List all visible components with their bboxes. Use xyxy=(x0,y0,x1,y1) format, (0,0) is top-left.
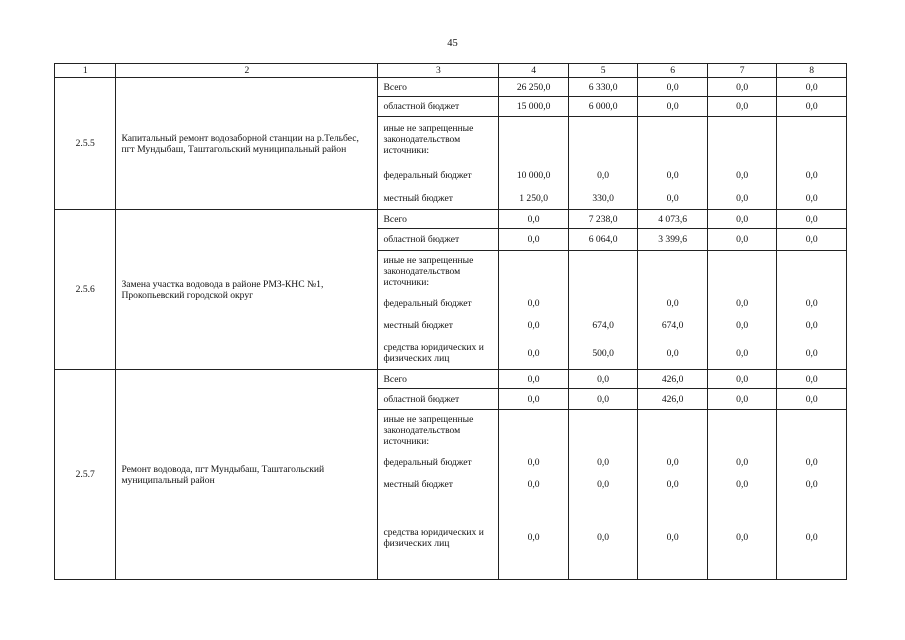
value-cell: 0,0 xyxy=(568,370,638,389)
value-cell xyxy=(707,251,777,293)
funding-source: Всего xyxy=(378,370,499,389)
value-cell xyxy=(568,410,638,452)
value-cell xyxy=(568,293,638,314)
value-cell: 0,0 xyxy=(499,497,569,580)
section-name: Ремонт водовода, пгт Мундыбаш, Таштагольский муниципальный район xyxy=(116,370,378,580)
funding-source: средства юридических и физических лиц xyxy=(378,338,499,370)
value-cell: 1 250,0 xyxy=(499,189,569,210)
value-cell: 0,0 xyxy=(568,452,638,473)
value-cell: 26 250,0 xyxy=(499,78,569,97)
value-cell: 0,0 xyxy=(638,97,708,117)
value-cell: 0,0 xyxy=(777,78,847,97)
value-cell: 0,0 xyxy=(777,210,847,229)
column-header: 5 xyxy=(568,64,638,78)
value-cell: 0,0 xyxy=(707,189,777,210)
value-cell xyxy=(638,251,708,293)
value-cell: 0,0 xyxy=(638,78,708,97)
value-cell: 0,0 xyxy=(638,338,708,370)
value-cell: 3 399,6 xyxy=(638,229,708,251)
value-cell: 0,0 xyxy=(638,473,708,497)
value-cell: 0,0 xyxy=(777,314,847,338)
value-cell xyxy=(638,410,708,452)
value-cell: 6 000,0 xyxy=(568,97,638,117)
value-cell: 0,0 xyxy=(568,473,638,497)
value-cell: 0,0 xyxy=(499,473,569,497)
value-cell: 0,0 xyxy=(777,389,847,410)
value-cell: 500,0 xyxy=(568,338,638,370)
table-row xyxy=(55,370,847,389)
value-cell: 0,0 xyxy=(777,338,847,370)
funding-source: местный бюджет xyxy=(378,473,499,497)
funding-source: иные не запрещенные законодательством источники: xyxy=(378,117,499,163)
value-cell: 0,0 xyxy=(707,78,777,97)
value-cell: 0,0 xyxy=(499,389,569,410)
value-cell: 0,0 xyxy=(707,370,777,389)
value-cell: 0,0 xyxy=(777,497,847,580)
value-cell: 7 238,0 xyxy=(568,210,638,229)
section-code: 2.5.5 xyxy=(55,78,116,210)
table-row xyxy=(55,78,847,97)
value-cell: 0,0 xyxy=(707,473,777,497)
value-cell xyxy=(568,117,638,163)
funding-source: местный бюджет xyxy=(378,189,499,210)
section-code: 2.5.6 xyxy=(55,210,116,370)
value-cell: 6 064,0 xyxy=(568,229,638,251)
section-name: Капитальный ремонт водозаборной станции на р.Тельбес, пгт Мундыбаш, Таштагольский муниципальный район xyxy=(116,78,378,210)
funding-source: областной бюджет xyxy=(378,229,499,251)
funding-source: областной бюджет xyxy=(378,389,499,410)
value-cell: 0,0 xyxy=(568,389,638,410)
funding-source: федеральный бюджет xyxy=(378,452,499,473)
funding-source: иные не запрещенные законодательством источники: xyxy=(378,410,499,452)
value-cell: 0,0 xyxy=(638,163,708,189)
value-cell xyxy=(777,410,847,452)
value-cell: 426,0 xyxy=(638,370,708,389)
value-cell: 0,0 xyxy=(777,97,847,117)
value-cell: 0,0 xyxy=(499,229,569,251)
value-cell: 0,0 xyxy=(707,97,777,117)
funding-source: иные не запрещенные законодательством источники: xyxy=(378,251,499,293)
value-cell: 0,0 xyxy=(777,452,847,473)
value-cell: 0,0 xyxy=(707,338,777,370)
value-cell xyxy=(499,117,569,163)
value-cell: 0,0 xyxy=(499,314,569,338)
value-cell: 0,0 xyxy=(777,293,847,314)
value-cell: 0,0 xyxy=(568,497,638,580)
value-cell: 0,0 xyxy=(707,210,777,229)
value-cell: 0,0 xyxy=(707,229,777,251)
column-header: 8 xyxy=(777,64,847,78)
value-cell: 0,0 xyxy=(499,210,569,229)
column-header: 3 xyxy=(378,64,499,78)
value-cell: 4 073,6 xyxy=(638,210,708,229)
value-cell: 674,0 xyxy=(638,314,708,338)
value-cell: 0,0 xyxy=(638,497,708,580)
value-cell: 10 000,0 xyxy=(499,163,569,189)
column-header: 4 xyxy=(499,64,569,78)
value-cell: 0,0 xyxy=(499,293,569,314)
value-cell xyxy=(777,117,847,163)
column-header: 1 xyxy=(55,64,116,78)
value-cell xyxy=(568,251,638,293)
value-cell: 0,0 xyxy=(707,163,777,189)
funding-source: областной бюджет xyxy=(378,97,499,117)
value-cell: 674,0 xyxy=(568,314,638,338)
value-cell xyxy=(638,117,708,163)
value-cell: 0,0 xyxy=(499,452,569,473)
column-header: 6 xyxy=(638,64,708,78)
section-name: Замена участка водовода в районе РМЗ-КНС №1, Прокопьевский городской округ xyxy=(116,210,378,370)
page-number: 45 xyxy=(447,38,458,49)
value-cell: 0,0 xyxy=(638,452,708,473)
value-cell: 330,0 xyxy=(568,189,638,210)
value-cell: 0,0 xyxy=(777,229,847,251)
value-cell: 0,0 xyxy=(707,497,777,580)
funding-source: местный бюджет xyxy=(378,314,499,338)
value-cell: 0,0 xyxy=(777,370,847,389)
column-header: 7 xyxy=(707,64,777,78)
value-cell xyxy=(499,251,569,293)
value-cell: 0,0 xyxy=(707,293,777,314)
value-cell: 0,0 xyxy=(707,452,777,473)
funding-source: федеральный бюджет xyxy=(378,163,499,189)
value-cell: 6 330,0 xyxy=(568,78,638,97)
value-cell: 0,0 xyxy=(568,163,638,189)
funding-source: Всего xyxy=(378,78,499,97)
value-cell: 0,0 xyxy=(707,389,777,410)
funding-source: Всего xyxy=(378,210,499,229)
section-code: 2.5.7 xyxy=(55,370,116,580)
table-row xyxy=(55,210,847,229)
value-cell: 0,0 xyxy=(638,293,708,314)
value-cell: 0,0 xyxy=(499,338,569,370)
value-cell: 15 000,0 xyxy=(499,97,569,117)
value-cell xyxy=(707,117,777,163)
value-cell xyxy=(707,410,777,452)
value-cell: 0,0 xyxy=(777,473,847,497)
column-header: 2 xyxy=(116,64,378,78)
value-cell: 0,0 xyxy=(707,314,777,338)
budget-table xyxy=(54,63,847,580)
value-cell xyxy=(777,251,847,293)
value-cell: 0,0 xyxy=(499,370,569,389)
value-cell: 0,0 xyxy=(777,163,847,189)
table-header-row xyxy=(55,64,847,78)
value-cell: 426,0 xyxy=(638,389,708,410)
value-cell xyxy=(499,410,569,452)
value-cell: 0,0 xyxy=(638,189,708,210)
funding-source: средства юридических и физических лиц xyxy=(378,497,499,580)
value-cell: 0,0 xyxy=(777,189,847,210)
funding-source: федеральный бюджет xyxy=(378,293,499,314)
